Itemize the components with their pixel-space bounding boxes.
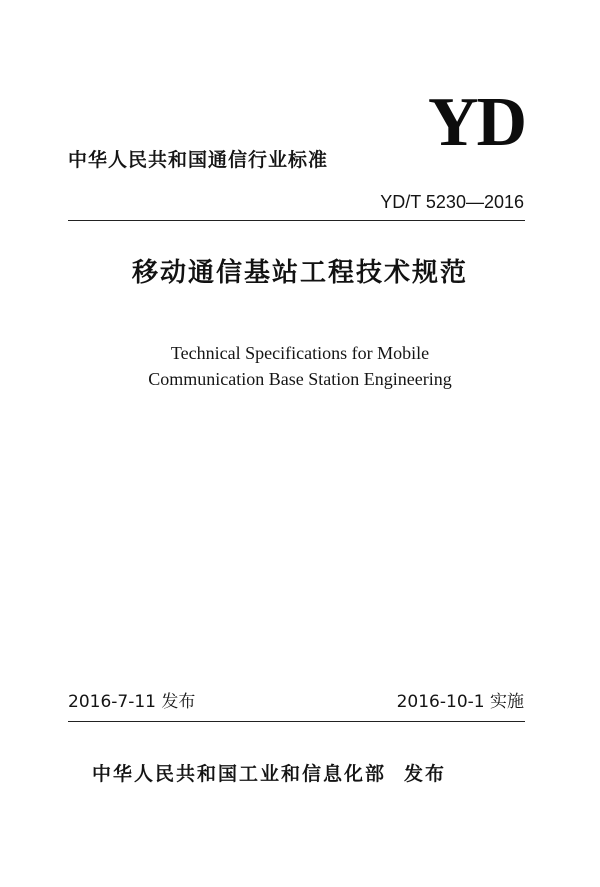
- effective-date: 2016-10-1 实施: [396, 692, 524, 712]
- standard-category: 中华人民共和国通信行业标准: [68, 149, 329, 171]
- footer-divider: [68, 721, 525, 722]
- title-english-line-2: Communication Base Station Engineering: [148, 369, 452, 389]
- header-divider: [68, 220, 525, 221]
- publish-action: 发布: [404, 763, 447, 785]
- publisher-line: [92, 762, 446, 786]
- publisher-name: 中华人民共和国工业和信息化部: [92, 763, 387, 785]
- yd-logo: YD: [428, 84, 526, 161]
- title-chinese: 移动通信基站工程技术规范: [131, 258, 468, 288]
- standard-number: YD/T 5230—2016: [380, 192, 524, 212]
- issue-date: 2016-7-11 发布: [68, 692, 196, 712]
- title-english-line-1: Technical Specifications for Mobile: [170, 343, 430, 363]
